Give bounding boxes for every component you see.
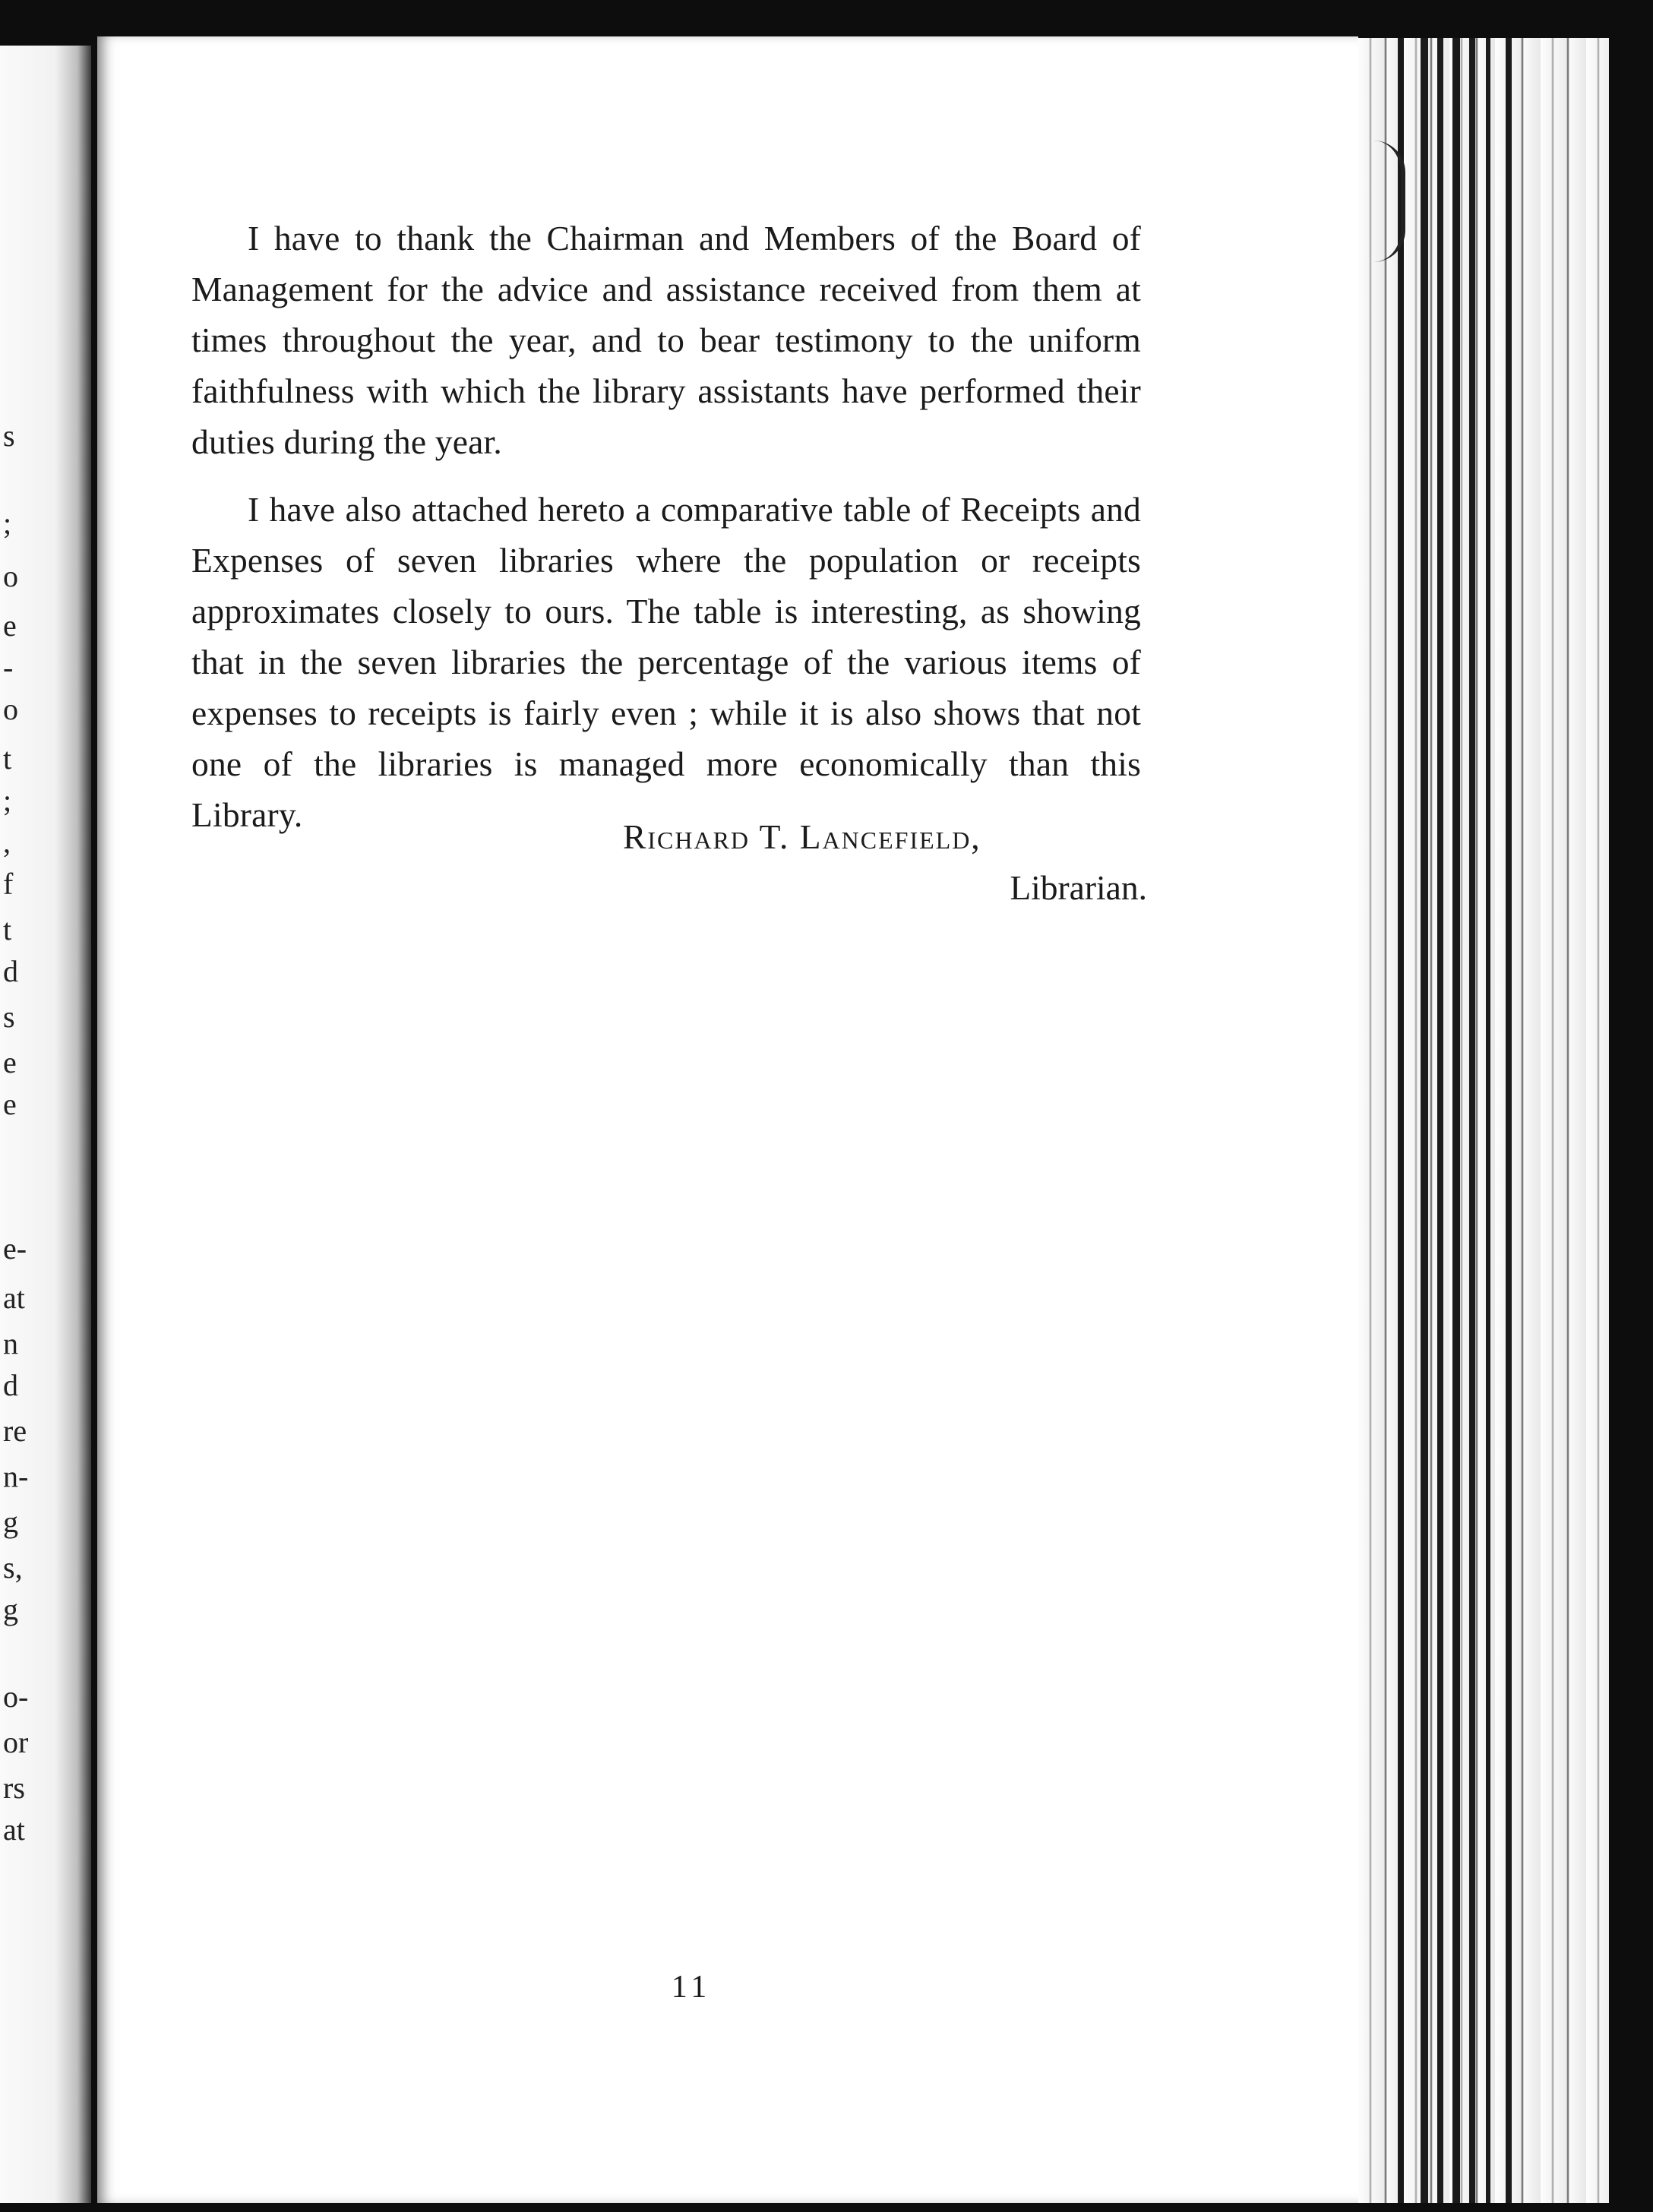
signature-block: [623, 811, 1147, 913]
margin-fragment: d: [3, 954, 18, 988]
margin-fragment: o-: [3, 1680, 29, 1714]
margin-fragment: e-: [3, 1231, 27, 1266]
margin-fragment: t: [3, 741, 12, 776]
margin-fragment: e: [3, 1045, 17, 1079]
facing-page-text-fragments: [0, 46, 68, 2203]
signature-name: Richard T. Lancefield,: [623, 817, 981, 856]
body-text: [191, 213, 1141, 857]
margin-fragment: o: [3, 692, 18, 726]
page-stack-edge: [1358, 38, 1609, 2203]
margin-fragment: or: [3, 1725, 29, 1759]
margin-fragment: n: [3, 1326, 18, 1360]
margin-fragment: rs: [3, 1771, 25, 1805]
margin-fragment: t: [3, 912, 12, 946]
margin-fragment: n-: [3, 1459, 29, 1493]
margin-fragment: f: [3, 867, 14, 901]
margin-fragment: ;: [3, 783, 12, 817]
margin-fragment: e: [3, 1087, 17, 1121]
margin-fragment: d: [3, 1368, 18, 1402]
thumb-index-tab: [1373, 141, 1405, 262]
margin-fragment: g: [3, 1505, 18, 1539]
margin-fragment: s,: [3, 1550, 23, 1585]
margin-fragment: -: [3, 650, 14, 684]
margin-fragment: at: [3, 1812, 25, 1847]
margin-fragment: s: [3, 1000, 15, 1034]
paragraph-1: I have to thank the Chairman and Members of the Board of Management for the advice and assistance received from them at times throughout the year, and to bear testimony to the uniform faithfulness with which the library assistants have performed their duties during the year.: [191, 219, 1141, 461]
paragraph-2: I have also attached hereto a comparative table of Receipts and Expenses of seven libraries where the population or receipts approximates closely to ours. The table is interesting, as showing that in the seven libraries the percentage of the various items of expenses to receipts is fairly even ; while it is also shows that not one of the libraries is managed more economically than this Library.: [191, 490, 1141, 834]
margin-fragment: g: [3, 1592, 18, 1626]
margin-fragment: ;: [3, 506, 12, 540]
margin-fragment: e: [3, 608, 17, 643]
margin-fragment: o: [3, 559, 18, 593]
page-number: 11: [671, 1970, 712, 2005]
margin-fragment: re: [3, 1414, 27, 1448]
signature-title: Librarian.: [1010, 868, 1147, 907]
margin-fragment: s: [3, 419, 15, 453]
margin-fragment: ,: [3, 825, 11, 859]
margin-fragment: at: [3, 1281, 25, 1315]
